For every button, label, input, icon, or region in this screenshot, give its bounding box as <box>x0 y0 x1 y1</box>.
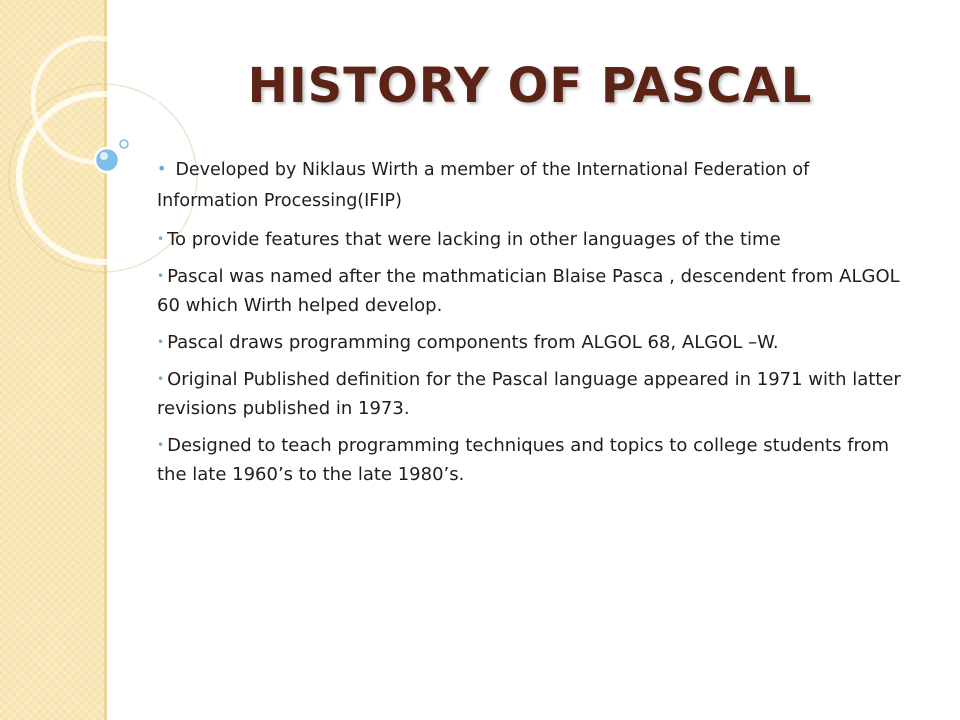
bullet-text: Pascal was named after the mathmatician Blaise Pasca , descendent from ALGOL 60 which Wirth helped develop. <box>157 266 900 316</box>
bullet-list <box>157 153 907 497</box>
bullet-text: Pascal draws programming components from ALGOL 68, ALGOL –W. <box>167 332 779 353</box>
bullet-text: Developed by Niklaus Wirth a member of the International Federation of Information Processing(IFIP) <box>157 160 810 211</box>
bullet-icon: • <box>157 335 165 349</box>
slide-title: HISTORY OF PASCAL <box>247 58 813 114</box>
bullet-item <box>157 225 907 254</box>
bullet-icon: • <box>157 372 165 386</box>
decor-blue-dot-highlight <box>100 152 108 160</box>
bullet-item <box>157 431 907 489</box>
bullet-icon: • <box>157 438 165 452</box>
bullet-icon: • <box>157 269 165 283</box>
bullet-item <box>157 328 907 357</box>
bullet-item <box>157 153 907 217</box>
bullet-text: To provide features that were lacking in other languages of the time <box>167 229 781 250</box>
bullet-item <box>157 262 907 320</box>
bullet-icon: • <box>157 159 167 178</box>
bullet-item <box>157 365 907 423</box>
bullet-icon: • <box>157 232 165 246</box>
bullet-text: Original Published definition for the Pascal language appeared in 1971 with latter revisions published in 1973. <box>157 369 901 419</box>
decor-blue-dot <box>95 148 119 172</box>
bullet-text: Designed to teach programming techniques and topics to college students from the late 1960’s to the late 1980’s. <box>157 435 890 485</box>
decor-small-ring <box>120 140 128 148</box>
